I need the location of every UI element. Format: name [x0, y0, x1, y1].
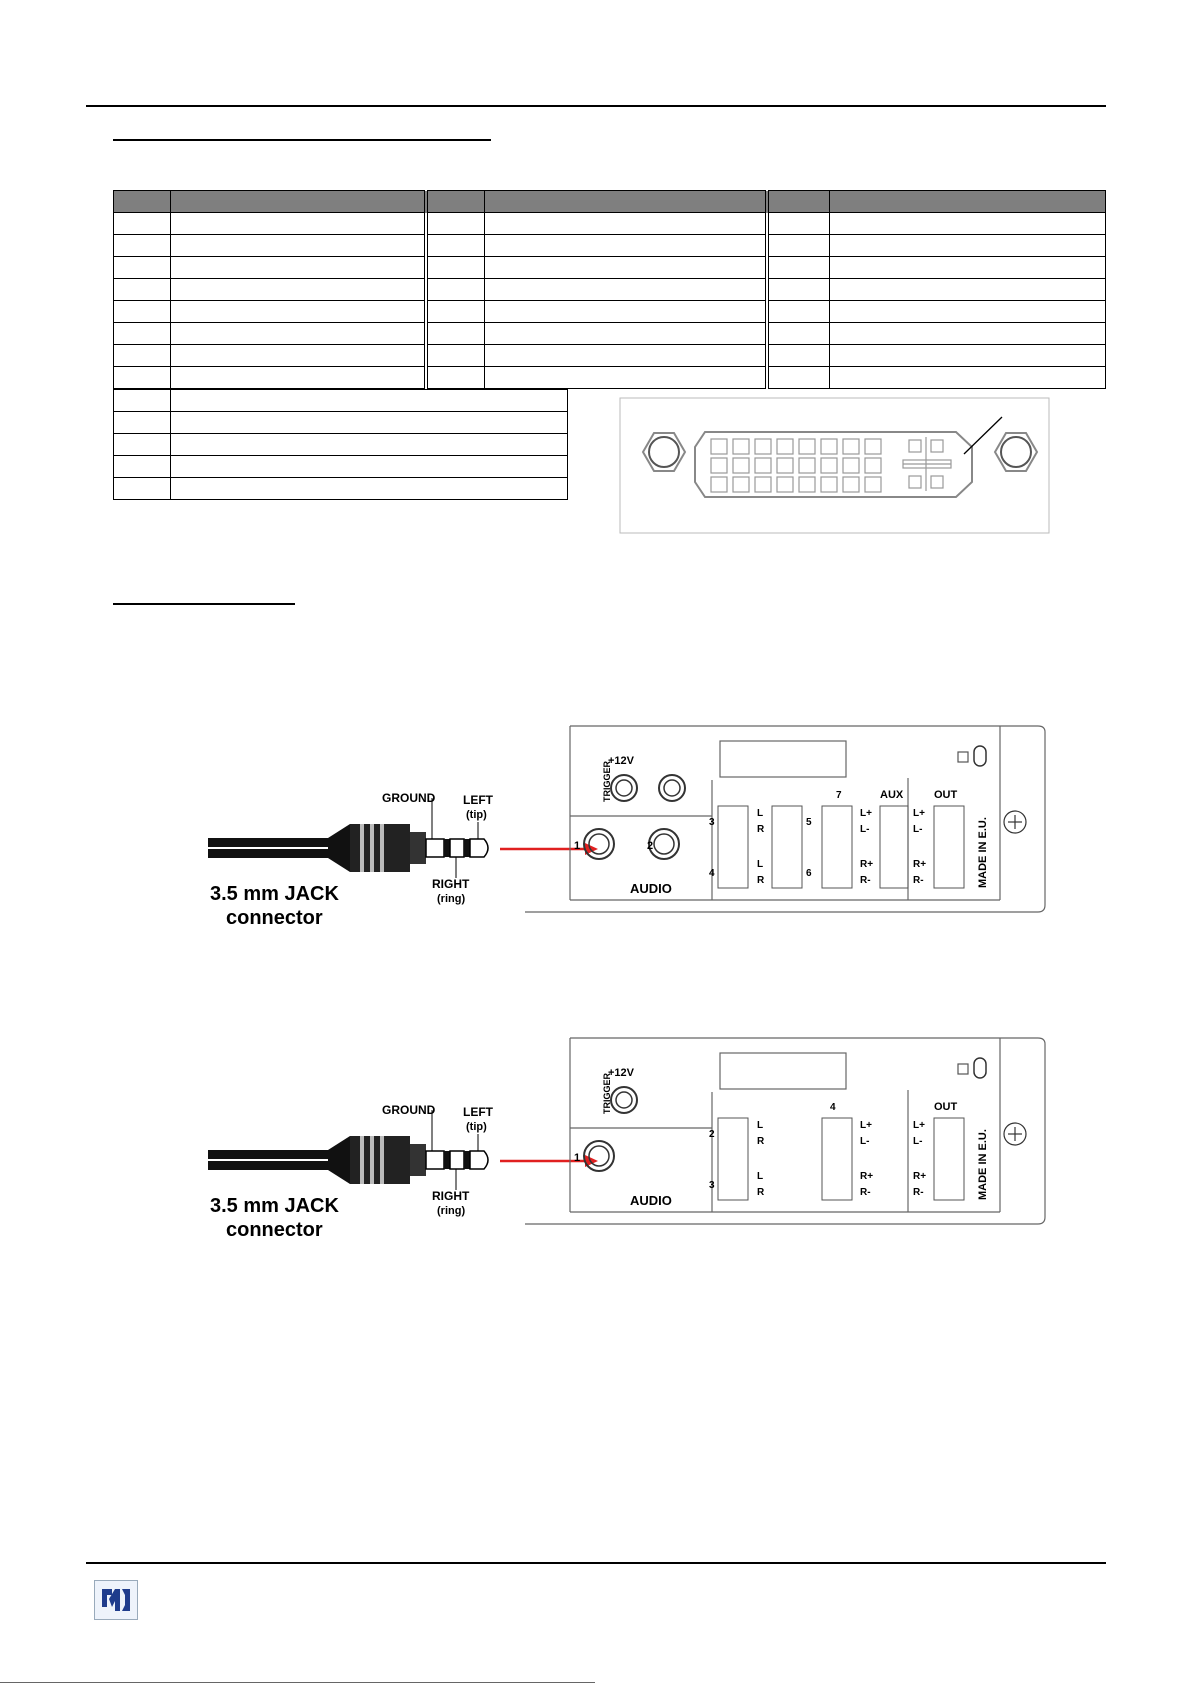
footer-rule	[86, 1562, 1106, 1564]
lr-label: L	[757, 1171, 764, 1182]
aux-pin: R-	[860, 1187, 871, 1198]
brand-logo	[94, 1580, 138, 1620]
out-label: OUT	[934, 1101, 958, 1113]
out-label: OUT	[934, 789, 958, 801]
table-row	[114, 345, 1106, 367]
lr-label: R	[757, 824, 765, 835]
left-label: LEFT	[463, 793, 493, 807]
table-row	[114, 478, 568, 500]
right-label: RIGHT	[432, 877, 470, 891]
out-pin: R-	[913, 1187, 924, 1198]
out-pin: R+	[913, 1171, 927, 1182]
slot-icon	[974, 1058, 986, 1078]
out-pin: L+	[913, 1120, 925, 1131]
aux-label: AUX	[880, 789, 904, 801]
aux-pin: L-	[860, 1136, 870, 1147]
connector-label-line2: connector	[226, 1219, 323, 1241]
plus12v-label: +12V	[608, 1067, 634, 1079]
lock-icon	[958, 1064, 968, 1074]
tip-label: (tip)	[466, 809, 487, 821]
logo-icon	[99, 1585, 133, 1615]
audio-figure-2	[200, 1032, 1060, 1247]
table-row	[114, 434, 568, 456]
rear-panel-2	[525, 1038, 1045, 1224]
trigger-label: TRIGGER	[602, 1072, 612, 1114]
block-num: 4	[830, 1102, 836, 1113]
aux-pin: L+	[860, 1120, 872, 1131]
slot-icon	[974, 746, 986, 766]
jack-num: 2	[647, 840, 654, 852]
block-num: 6	[806, 868, 812, 879]
audio-label: AUDIO	[630, 881, 672, 896]
out-pin: L+	[913, 808, 925, 819]
rear-panel-1	[525, 726, 1045, 912]
right-label: RIGHT	[432, 1189, 470, 1203]
aux-pin: R+	[860, 1171, 874, 1182]
lock-icon	[958, 752, 968, 762]
pin-table-extra	[113, 389, 568, 500]
bottom-edge-line	[0, 1682, 595, 1683]
table-row	[114, 323, 1106, 345]
table-row	[114, 301, 1106, 323]
table-row	[114, 279, 1106, 301]
header-rule	[86, 105, 1106, 107]
jack-plug-icon	[208, 1136, 488, 1184]
ground-label: GROUND	[382, 791, 436, 805]
block-num: 3	[709, 1180, 715, 1191]
trigger-label: TRIGGER	[602, 760, 612, 802]
aux-pin: L+	[860, 808, 872, 819]
block-num: 2	[709, 1129, 715, 1140]
out-pin: L-	[913, 1136, 923, 1147]
lr-label: L	[757, 1120, 764, 1131]
table-row	[114, 257, 1106, 279]
table-row	[114, 367, 1106, 389]
jack-num: 1	[574, 1152, 581, 1164]
section-heading-underline-2	[113, 603, 295, 605]
table-row	[114, 235, 1106, 257]
lr-label: L	[757, 808, 764, 819]
table-row	[114, 390, 568, 412]
jack-plug-icon	[208, 824, 488, 872]
connector-label-line1: 3.5 mm JACK	[210, 1195, 339, 1217]
aux-pin: R+	[860, 859, 874, 870]
pin-table-header	[114, 191, 1106, 213]
lr-label: R	[757, 1187, 765, 1198]
dvi-connector-diagram	[619, 397, 1050, 534]
block-num: 5	[806, 817, 812, 828]
connector-label-line1: 3.5 mm JACK	[210, 883, 339, 905]
aux-pin: L-	[860, 824, 870, 835]
out-pin: R-	[913, 875, 924, 886]
left-label: LEFT	[463, 1105, 493, 1119]
block-num: 3	[709, 817, 715, 828]
aux-pin: R-	[860, 875, 871, 886]
ring-label: (ring)	[437, 1205, 466, 1217]
plus12v-label: +12V	[608, 755, 634, 767]
lr-label: R	[757, 1136, 765, 1147]
tip-label: (tip)	[466, 1121, 487, 1133]
table-row	[114, 456, 568, 478]
pin-table-main	[113, 190, 1106, 389]
block-num: 7	[836, 790, 842, 801]
made-in-label: MADE IN E.U.	[977, 1129, 989, 1200]
out-pin: L-	[913, 824, 923, 835]
ground-label: GROUND	[382, 1103, 436, 1117]
table-row	[114, 213, 1106, 235]
lr-label: R	[757, 875, 765, 886]
block-num: 4	[709, 868, 715, 879]
table-row	[114, 412, 568, 434]
audio-figure-1	[200, 720, 1060, 935]
audio-label: AUDIO	[630, 1193, 672, 1208]
connector-label-line2: connector	[226, 907, 323, 929]
out-pin: R+	[913, 859, 927, 870]
made-in-label: MADE IN E.U.	[977, 817, 989, 888]
ring-label: (ring)	[437, 893, 466, 905]
lr-label: L	[757, 859, 764, 870]
section-heading-underline-1	[113, 139, 491, 141]
jack-num: 1	[574, 840, 581, 852]
